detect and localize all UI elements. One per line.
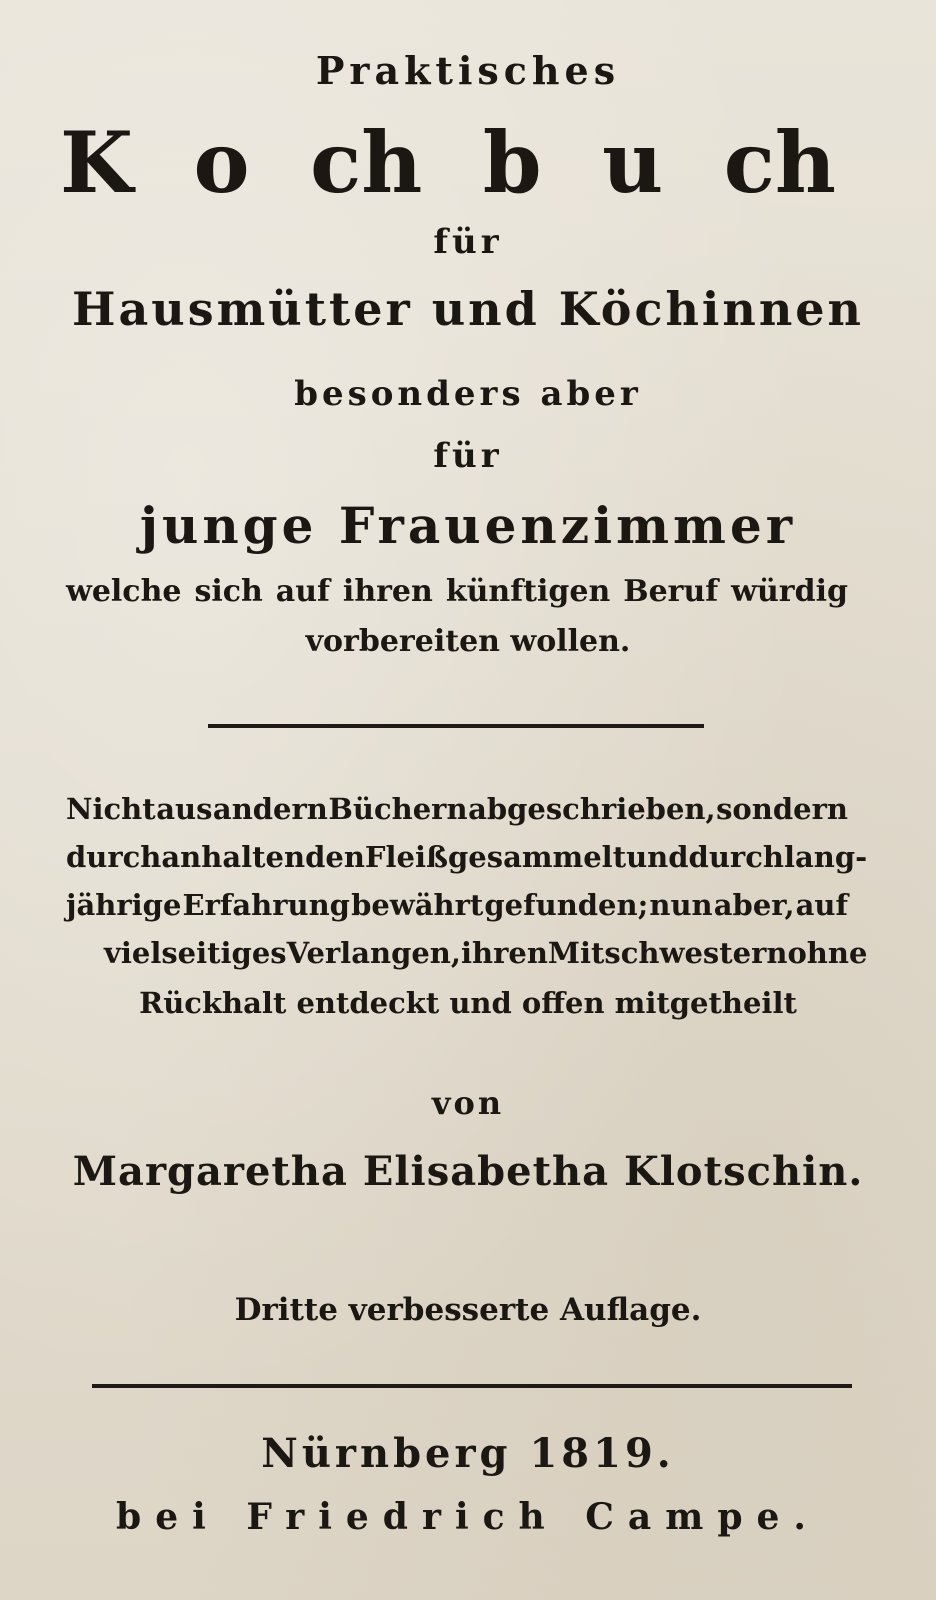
word: Erfahrung	[182, 888, 350, 922]
place-year-line: Nürnberg 1819.	[261, 1430, 675, 1477]
word: Mitschwestern	[547, 936, 788, 970]
word: nun	[649, 888, 713, 922]
word: ohne	[787, 936, 868, 970]
description-line-4	[104, 936, 868, 970]
title-letter: b	[482, 113, 542, 212]
word: künftigen	[445, 574, 611, 609]
title-letter: K	[60, 113, 134, 212]
purpose-line-1	[66, 574, 848, 609]
title-letter: u	[602, 113, 664, 212]
publisher-line: bei Friedrich Campe.	[116, 1496, 820, 1538]
word: würdig	[731, 574, 848, 609]
word: ihren	[460, 936, 548, 970]
word: sich	[194, 574, 263, 609]
author-name: Margaretha Elisabetha Klotschin.	[72, 1148, 864, 1195]
word: Büchern	[328, 792, 468, 826]
especially-line: besonders aber	[294, 374, 642, 414]
pre-title: Praktisches	[315, 48, 621, 93]
word: abgeschrieben,	[468, 792, 716, 826]
word: lang-	[783, 840, 868, 874]
word: Beruf	[623, 574, 719, 609]
for-line-2: für	[433, 436, 503, 476]
word: anhaltenden	[161, 840, 365, 874]
description-line-2	[66, 840, 868, 874]
description-line-1	[66, 792, 848, 826]
word: Verlangen,	[286, 936, 461, 970]
by-line: von	[431, 1084, 505, 1122]
word: aus	[156, 792, 213, 826]
word: gefunden;	[484, 888, 649, 922]
word: sondern	[716, 792, 848, 826]
description-line-3	[66, 888, 848, 922]
word: Nicht	[66, 792, 156, 826]
description-line-5: Rückhalt entdeckt und offen mitgetheilt	[139, 986, 797, 1020]
word: gesammelt	[448, 840, 627, 874]
word: auf	[275, 574, 330, 609]
title-letter: o	[193, 113, 250, 212]
title-letter: ch	[310, 113, 423, 212]
word: auf	[795, 888, 848, 922]
divider-rule-2	[92, 1384, 852, 1388]
word: durch	[688, 840, 784, 874]
word: und	[626, 840, 689, 874]
word: jährige	[66, 888, 182, 922]
word: ihren	[342, 574, 433, 609]
main-title	[60, 113, 836, 212]
word: vielseitiges	[104, 936, 287, 970]
for-line-1: für	[433, 222, 503, 262]
word: durch	[66, 840, 162, 874]
word: welche	[66, 574, 182, 609]
word: Fleiß	[364, 840, 449, 874]
title-letter: ch	[723, 113, 836, 212]
purpose-line-2: vorbereiten wollen.	[305, 624, 631, 659]
edition-line: Dritte verbesserte Auflage.	[234, 1292, 702, 1328]
divider-rule-1	[208, 724, 704, 728]
word: bewährt	[351, 888, 484, 922]
audience-line-1: Hausmütter und Köchinnen	[72, 282, 864, 336]
word: aber,	[713, 888, 795, 922]
word: andern	[212, 792, 328, 826]
audience-line-2: junge Frauenzimmer	[139, 496, 797, 555]
